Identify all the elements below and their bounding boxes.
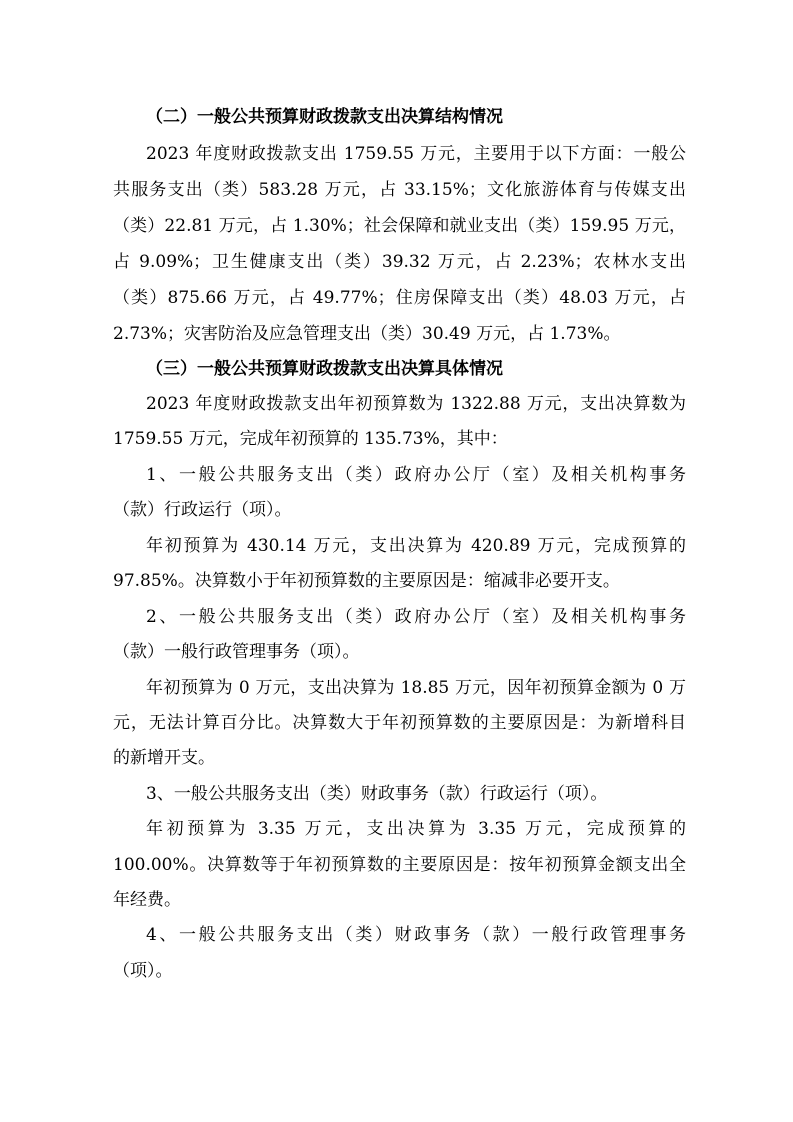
paragraph-line: 97.85%。决算数小于年初预算数的主要原因是：缩减非必要开支。 — [113, 571, 620, 591]
paragraph-line: 100.00%。决算数等于年初预算数的主要原因是：按年初预算金额支出全 — [113, 855, 686, 875]
paragraph-line: 2.73%；灾害防治及应急管理支出（类）30.49 万元，占 1.73%。 — [113, 324, 621, 344]
paragraph-line: 年初预算为 0 万元，支出决算为 18.85 万元，因年初预算金额为 0 万 — [146, 678, 686, 698]
paragraph-line: 年初预算为 430.14 万元，支出决算为 420.89 万元，完成预算的 — [146, 536, 686, 556]
item-title-line: （项）。 — [113, 961, 173, 981]
item-title-line: 4、一般公共服务支出（类）财政事务（款）一般行政管理事务 — [146, 925, 686, 945]
item-title-line: （款）一般行政管理事务（项）。 — [113, 642, 360, 662]
paragraph-line: 2023 年度财政拨款支出年初预算数为 1322.88 万元，支出决算数为 — [146, 394, 686, 414]
paragraph-line: 年初预算为 3.35 万元，支出决算为 3.35 万元，完成预算的 — [146, 819, 686, 839]
section-heading: （二）一般公共预算财政拨款支出决算结构情况 — [146, 107, 503, 127]
item-title-line: 2、一般公共服务支出（类）政府办公厅（室）及相关机构事务 — [146, 607, 686, 627]
item-title-line: 1、一般公共服务支出（类）政府办公厅（室）及相关机构事务 — [146, 465, 686, 485]
section-heading: （三）一般公共预算财政拨款支出决算具体情况 — [146, 359, 503, 379]
paragraph-line: 的新增开支。 — [113, 748, 215, 768]
paragraph-line: 2023 年度财政拨款支出 1759.55 万元，主要用于以下方面：一般公 — [146, 144, 686, 164]
paragraph-line: 共服务支出（类）583.28 万元，占 33.15%；文化旅游体育与传媒支出 — [113, 180, 686, 200]
item-title-line: 3、一般公共服务支出（类）财政事务（款）行政运行（项）。 — [146, 784, 608, 804]
paragraph-line: 元，无法计算百分比。决算数大于年初预算数的主要原因是：为新增科目 — [113, 713, 686, 733]
paragraph-line: （类）22.81 万元，占 1.30%；社会保障和就业支出（类）159.95 万元， — [113, 216, 686, 236]
paragraph-line: 年经费。 — [113, 890, 181, 910]
item-title-line: （款）行政运行（项）。 — [113, 500, 292, 520]
paragraph-line: 1759.55 万元，完成年初预算的 135.73%，其中： — [113, 429, 508, 449]
paragraph-line: （类）875.66 万元，占 49.77%；住房保障支出（类）48.03 万元，占 — [113, 288, 686, 308]
paragraph-line: 占 9.09%；卫生健康支出（类）39.32 万元，占 2.23%；农林水支出 — [113, 252, 686, 272]
